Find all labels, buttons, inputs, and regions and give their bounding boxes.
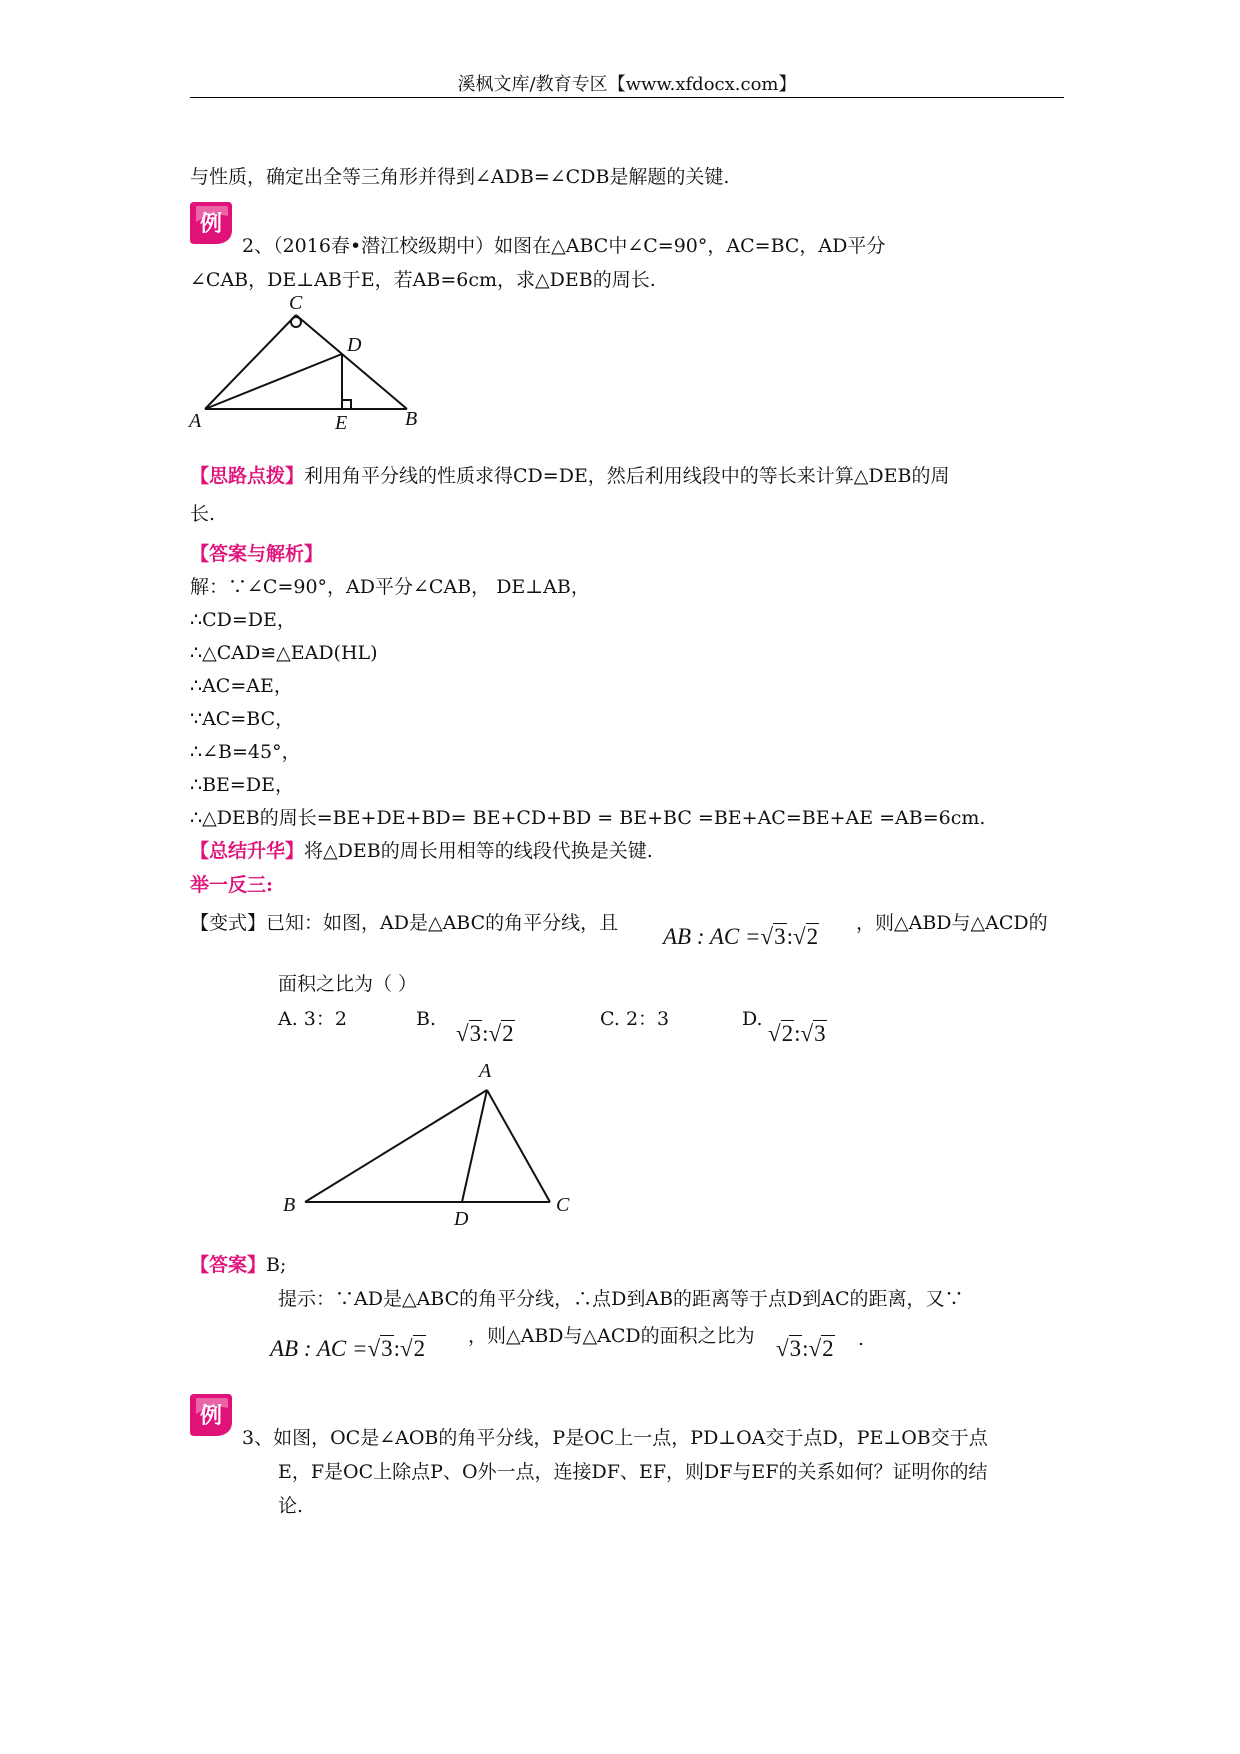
summary-text: 将△DEB的周长用相等的线段代换是关键. <box>304 840 653 862</box>
step-7: ∴BE=DE， <box>190 774 294 796</box>
segment-ac <box>487 1090 550 1202</box>
variant-tag: 【变式】 <box>190 912 267 934</box>
ex3-line3: 论. <box>278 1495 304 1517</box>
prev-text: 与性质，确定出全等三角形并得到∠ADB=∠CDB是解题的关键. <box>190 166 730 188</box>
step-4: ∴AC=AE， <box>190 675 293 697</box>
example-badge-icon <box>188 1392 234 1438</box>
step-8: ∴△DEB的周长=BE+DE+BD= BE+CD+BD = BE+BC =BE+AC=BE+AE =AB=6cm. <box>190 807 986 829</box>
right-angle-mark-c <box>291 317 301 327</box>
step-2: ∴CD=DE， <box>190 609 296 631</box>
option-c: C. 2：3 <box>600 1008 670 1030</box>
ex2-line2: ∠CAB，DE⊥AB于E，若AB=6cm，求△DEB的周长. <box>190 269 656 291</box>
step-1: 解：∵∠C=90°，AD平分∠CAB， DE⊥AB， <box>190 576 590 598</box>
example-badge-icon <box>188 200 234 246</box>
segment-ac <box>205 315 296 409</box>
hint-line2: 长. <box>190 503 216 525</box>
ex3-line2: E，F是OC上除点P、O外一点，连接DF、EF，则DF与EF的关系如何？证明你的结 <box>278 1461 988 1483</box>
step-5: ∵AC=BC， <box>190 708 295 730</box>
sqrt3-radical: √3 <box>760 924 786 949</box>
sqrt2-radical: √2 <box>793 924 819 949</box>
label-D: D <box>347 334 362 356</box>
header-rule <box>190 97 1064 98</box>
page-header: 溪枫文库/教育专区【www.xfdocx.com】 <box>457 74 797 95</box>
variant-heading: 举一反三: <box>190 874 274 896</box>
option-b-label: B. <box>416 1008 437 1030</box>
label-B: B <box>405 408 418 430</box>
variant-hint-line2: ，则△ABD与△ACD的面积之比为 <box>468 1325 755 1347</box>
step-3: ∴△CAD≌△EAD(HL) <box>190 642 378 664</box>
answer-analysis-tag: 【答案与解析】 <box>190 543 324 565</box>
option-b-value: √3:√2 <box>456 1021 514 1046</box>
variant-line1 <box>190 914 618 933</box>
hint-line <box>190 467 950 486</box>
variant-answer-tag: 【答案】 <box>190 1254 267 1276</box>
label-C: C <box>556 1194 570 1216</box>
label-D: D <box>454 1208 469 1230</box>
ratio-lhs: AB : AC = <box>663 924 761 949</box>
label-A: A <box>189 410 202 432</box>
triangle-figure-2 <box>275 1055 595 1230</box>
variant-text-b: ，则△ABD与△ACD的 <box>856 912 1048 934</box>
label-A: A <box>479 1060 492 1082</box>
hint-ratio: AB : AC =√3:√2 <box>270 1336 426 1361</box>
variant-question: 面积之比为（ ） <box>278 973 418 995</box>
summary-line <box>190 842 653 861</box>
label-E: E <box>335 412 348 433</box>
label-B: B <box>283 1194 296 1216</box>
segment-ad <box>205 354 342 409</box>
variant-answer-line <box>190 1256 286 1275</box>
option-a: A. 3：2 <box>278 1008 347 1030</box>
triangle-figure-1 <box>185 293 425 433</box>
variant-ratio: AB : AC =√3:√2 <box>663 924 819 949</box>
variant-answer: B; <box>266 1254 287 1276</box>
option-d-label: D. <box>742 1008 763 1030</box>
segment-cb <box>296 315 407 409</box>
badge-char: 例 <box>199 1404 223 1429</box>
segment-ba <box>305 1090 487 1202</box>
right-angle-mark-e <box>342 400 351 409</box>
badge-char: 例 <box>199 212 223 237</box>
hint-tag: 【思路点拨】 <box>190 465 305 487</box>
segment-ad <box>462 1090 487 1202</box>
step-6: ∴∠B=45°， <box>190 741 301 763</box>
ex3-line1: 3、如图，OC是∠AOB的角平分线，P是OC上一点，PD⊥OA交于点D，PE⊥OB交于点 <box>242 1427 988 1449</box>
ex2-line1: 2、（2016春•潜江校级期中）如图在△ABC中∠C=90°，AC=BC，AD平分 <box>242 235 886 257</box>
option-d-value: √2:√3 <box>768 1021 826 1046</box>
variant-text-a: 已知：如图，AD是△ABC的角平分线，且 <box>266 912 619 934</box>
variant-hint-end: . <box>858 1328 865 1350</box>
hint-ratio-result: √3:√2 <box>776 1336 834 1361</box>
summary-tag: 【总结升华】 <box>190 840 305 862</box>
label-C: C <box>289 293 303 314</box>
variant-hint-line1: 提示：∵AD是△ABC的角平分线，∴点D到AB的距离等于点D到AC的距离，又∵ <box>278 1288 964 1310</box>
hint-text: 利用角平分线的性质求得CD=DE，然后利用线段中的等长来计算△DEB的周 <box>304 465 950 487</box>
